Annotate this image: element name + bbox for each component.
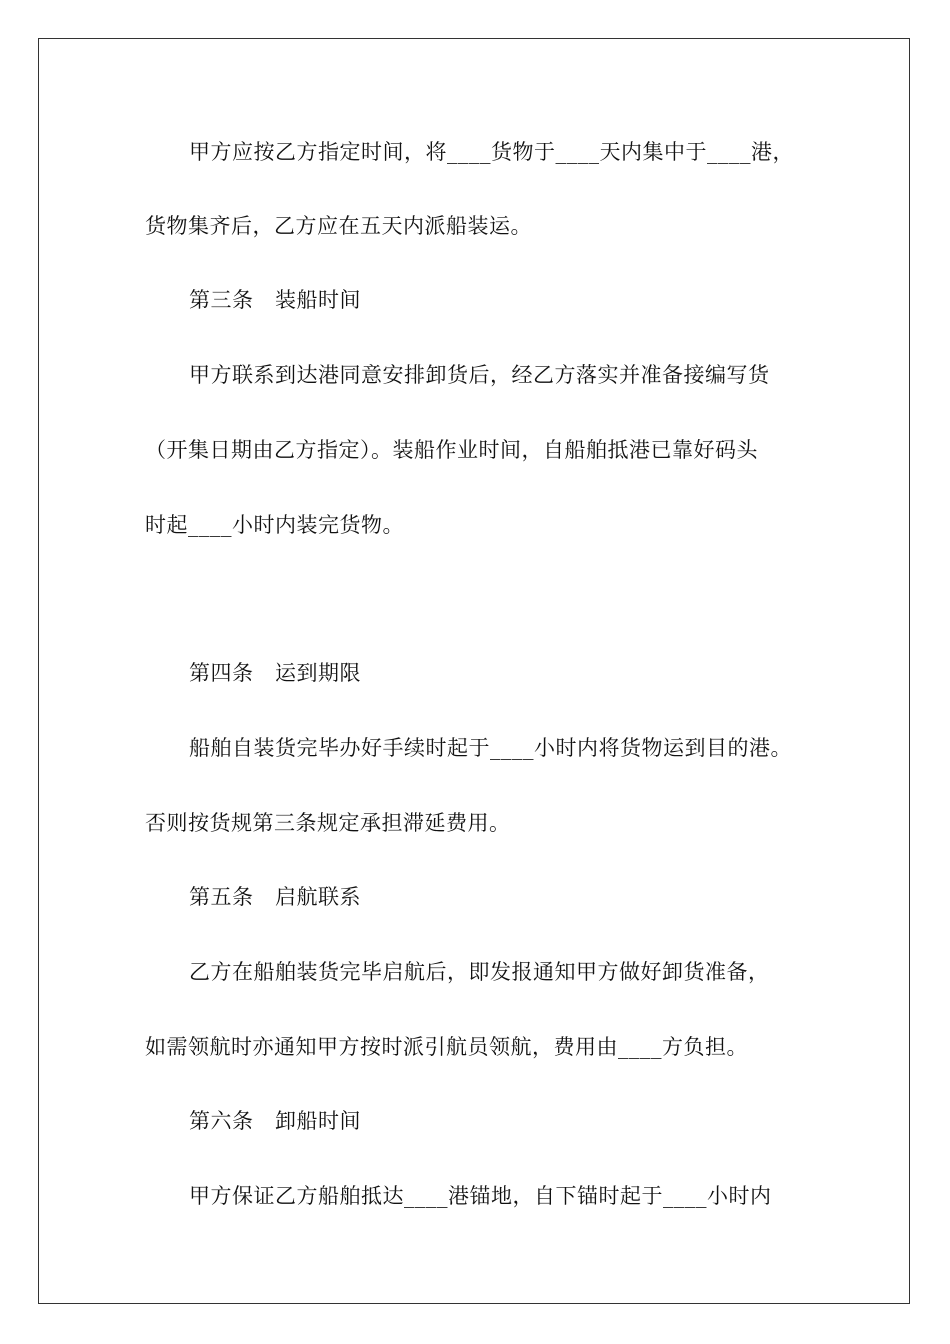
paragraph-line: 乙方在船舶装货完毕启航后，即发报通知甲方做好卸货准备， xyxy=(189,960,770,984)
clause-heading-3: 第三条 装船时间 xyxy=(189,288,361,312)
paragraph-line: （开集日期由乙方指定）。装船作业时间，自船舶抵港已靠好码头 xyxy=(145,438,758,462)
paragraph-line: 船舶自装货完毕办好手续时起于____小时内将货物运到目的港。 xyxy=(189,736,792,760)
paragraph-line: 时起____小时内装完货物。 xyxy=(145,513,404,537)
clause-heading-5: 第五条 启航联系 xyxy=(189,885,361,909)
clause-heading-6: 第六条 卸船时间 xyxy=(189,1109,361,1133)
paragraph-line: 如需领航时亦通知甲方按时派引航员领航，费用由____方负担。 xyxy=(145,1035,748,1059)
paragraph-line: 甲方应按乙方指定时间，将____货物于____天内集中于____港， xyxy=(189,140,794,164)
paragraph-line: 甲方保证乙方船舶抵达____港锚地，自下锚时起于____小时内 xyxy=(189,1184,772,1208)
clause-heading-4: 第四条 运到期限 xyxy=(189,661,361,685)
paragraph-line: 否则按货规第三条规定承担滞延费用。 xyxy=(145,811,511,835)
paragraph-line: 货物集齐后，乙方应在五天内派船装运。 xyxy=(145,214,532,238)
paragraph-line: 甲方联系到达港同意安排卸货后，经乙方落实并准备接编写货 xyxy=(189,363,770,387)
